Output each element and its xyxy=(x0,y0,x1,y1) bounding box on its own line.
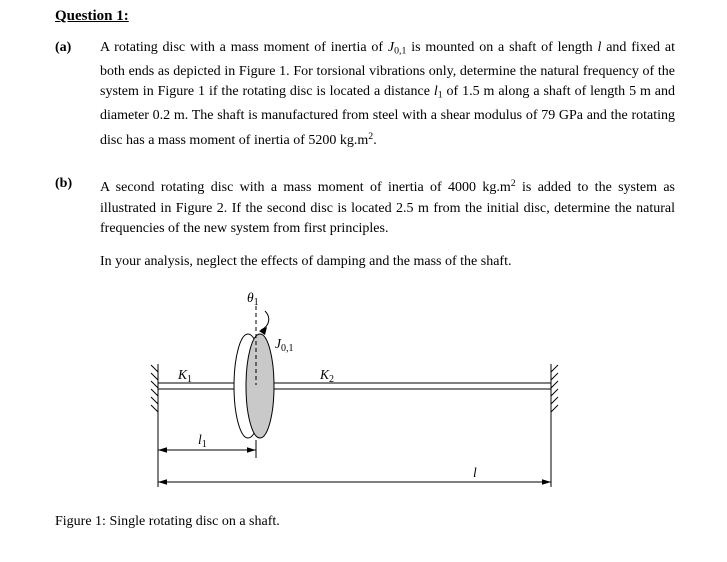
question-title: Question 1: xyxy=(55,8,129,24)
dimension-l1 xyxy=(158,447,256,453)
part-b-label: (b) xyxy=(55,176,73,192)
rotation-arrow xyxy=(259,311,269,335)
theta1-label: $\theta_1$ xyxy=(247,290,259,309)
right-fixed-support xyxy=(551,364,558,414)
left-fixed-support xyxy=(151,364,158,414)
part-a-label: (a) xyxy=(55,40,72,55)
stiffness-k1-label: $K_1$ xyxy=(178,367,193,386)
question-part-b xyxy=(55,174,675,239)
figure-1-diagram xyxy=(148,286,578,498)
note-indent-spacer xyxy=(55,252,100,273)
figure-1 xyxy=(148,286,675,503)
figure-1-caption: Figure 1: Single rotating disc on a shaft. xyxy=(55,514,280,530)
part-a-text: A rotating disc with a mass moment of inertia of $J_{0,1}$ is mounted on a shaft of length l and fixed at both ends as depicted in Figure 1. For torsional vibrations only, determine the natural frequency of the system in Figure 1 if the rotating disc is located a distance $l_1$ of 1.5 m along a shaft of length 5 m and diameter 0.2 m. The shaft is manufactured from steel with a shear modulus of 79 GPa and the rotating disc has a mass moment of inertia of 5200 $kg.m^2$. xyxy=(100,40,675,148)
disc-front-face xyxy=(246,334,274,438)
length-l1-label: $l_1$ xyxy=(198,432,207,451)
analysis-note-row xyxy=(55,252,675,273)
shaft xyxy=(158,383,551,389)
question-part-a xyxy=(55,38,675,151)
length-l-label: l xyxy=(473,465,477,481)
dimension-l xyxy=(158,479,551,485)
inertia-j01-label: $J_{0,1}$ xyxy=(275,336,294,355)
stiffness-k2-label: $K_2$ xyxy=(320,367,335,386)
analysis-note: In your analysis, neglect the effects of damping and the mass of the shaft. xyxy=(100,253,512,269)
part-b-text: A second rotating disc with a mass moment of inertia of 4000 $kg.m^2$ is added to the system as illustrated in Figure 2. If the second disc is located 2.5 m from the initial disc, determine the natural frequencies of the new system from first principles. xyxy=(100,178,675,237)
